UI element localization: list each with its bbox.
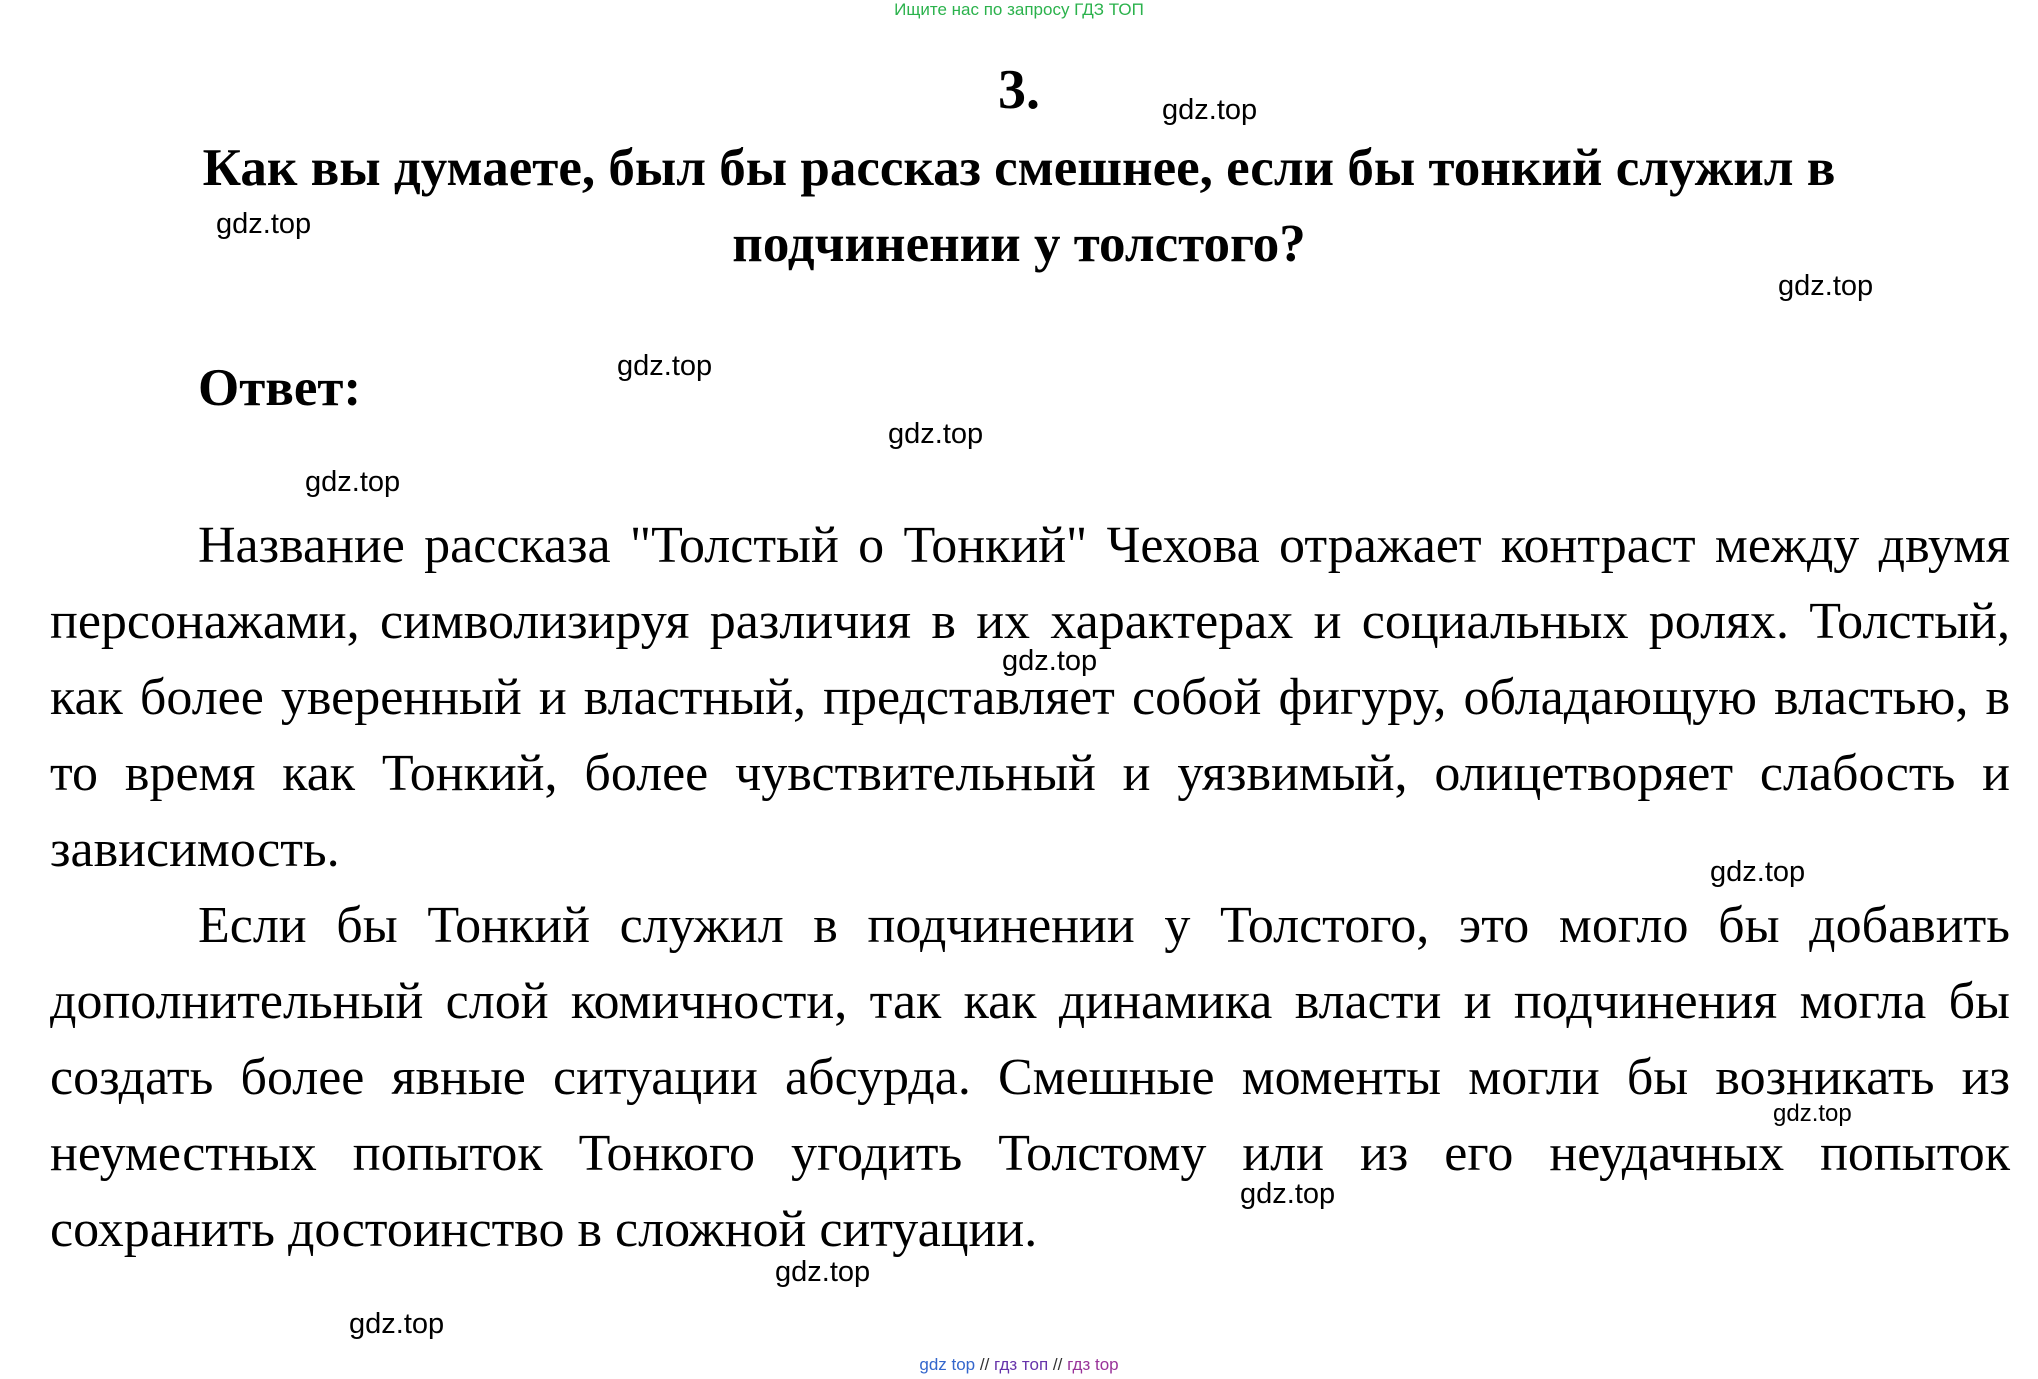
- watermark: gdz.top: [1710, 856, 1806, 888]
- watermark: gdz.top: [617, 350, 713, 382]
- watermark: gdz.top: [1162, 94, 1258, 126]
- footer-link-3[interactable]: гдз top: [1067, 1355, 1119, 1374]
- question-title: Как вы думаете, был бы рассказ смешнее, если бы тонкий служил в подчинении у толстого?: [202, 139, 1836, 273]
- watermark: gdz.top: [1240, 1178, 1336, 1210]
- watermark: gdz.top: [305, 466, 401, 498]
- footer-separator: //: [979, 1355, 990, 1374]
- task-number: 3.: [998, 59, 1040, 121]
- watermark: gdz.top: [1778, 270, 1874, 302]
- answer-heading: Ответ:: [198, 359, 362, 417]
- watermark: gdz.top: [216, 208, 312, 240]
- watermark: gdz.top: [349, 1308, 445, 1340]
- watermark: gdz.top: [775, 1256, 871, 1288]
- footer-links: [0, 1355, 2038, 1375]
- watermark: gdz.top: [1002, 645, 1098, 677]
- footer-link-2[interactable]: гдз топ: [994, 1355, 1049, 1374]
- watermark: gdz.top: [1773, 1100, 1852, 1127]
- footer-separator: //: [1052, 1355, 1063, 1374]
- footer-link-1[interactable]: gdz top: [919, 1355, 976, 1374]
- answer-paragraph-1: Название рассказа "Толстый о Тонкий" Чехова отражает контраст между двумя персонажами, символизируя различия в их характерах и социальных ролях. Толстый, как более уверенный и властный, представляет собой фигуру, обладающую властью, в то время как Тонкий, более чувствительный и уязвимый, олицетворяет слабость и зависимость.: [50, 517, 2010, 878]
- answer-paragraph-2: Если бы Тонкий служил в подчинении у Толстого, это могло бы добавить дополнительный слой комичности, так как динамика власти и подчинения могла бы создать более явные ситуации абсурда. Смешные моменты могли бы возникать из неуместных попыток Тонкого угодить Толстому или из его неудачных попыток сохранить достоинство в сложной ситуации.: [50, 897, 2010, 1258]
- top-banner: Ищите нас по запросу ГДЗ ТОП: [894, 0, 1144, 19]
- watermark: gdz.top: [888, 418, 984, 450]
